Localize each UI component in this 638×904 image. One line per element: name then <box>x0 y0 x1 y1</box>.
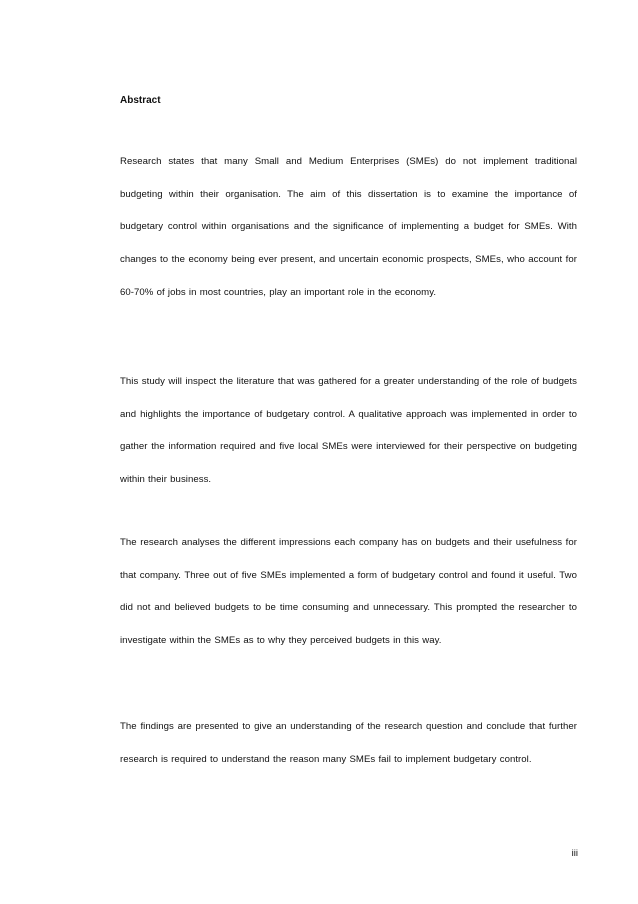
abstract-paragraph-2: This study will inspect the literature that was gathered for a greater understanding of the role of budgets and highlights the importance of budgetary control. A qualitative approach was implemented in order to gather the information required and five local SMEs were interviewed for their perspective on budgeting within their business. <box>120 376 577 486</box>
abstract-heading: Abstract <box>120 95 161 106</box>
page-number: iii <box>571 848 578 859</box>
abstract-paragraph-3: The research analyses the different impressions each company has on budgets and their usefulness for that company. Three out of five SMEs implemented a form of budgetary control and found it useful. Two did not and believed budgets to be time consuming and unnecessary. This prompted the researcher to investigate within the SMEs as to why they perceived budgets in this way. <box>120 537 577 647</box>
abstract-paragraph-1: Research states that many Small and Medium Enterprises (SMEs) do not implement traditional budgeting within their organisation. The aim of this dissertation is to examine the importance of budgetary control within organisations and the significance of implementing a budget for SMEs. With changes to the economy being ever present, and uncertain economic prospects, SMEs, who account for 60-70% of jobs in most countries, play an important role in the economy. <box>120 156 577 298</box>
abstract-paragraph-4: The findings are presented to give an understanding of the research question and conclude that further research is required to understand the reason many SMEs fail to implement budgetary control. <box>120 721 577 765</box>
